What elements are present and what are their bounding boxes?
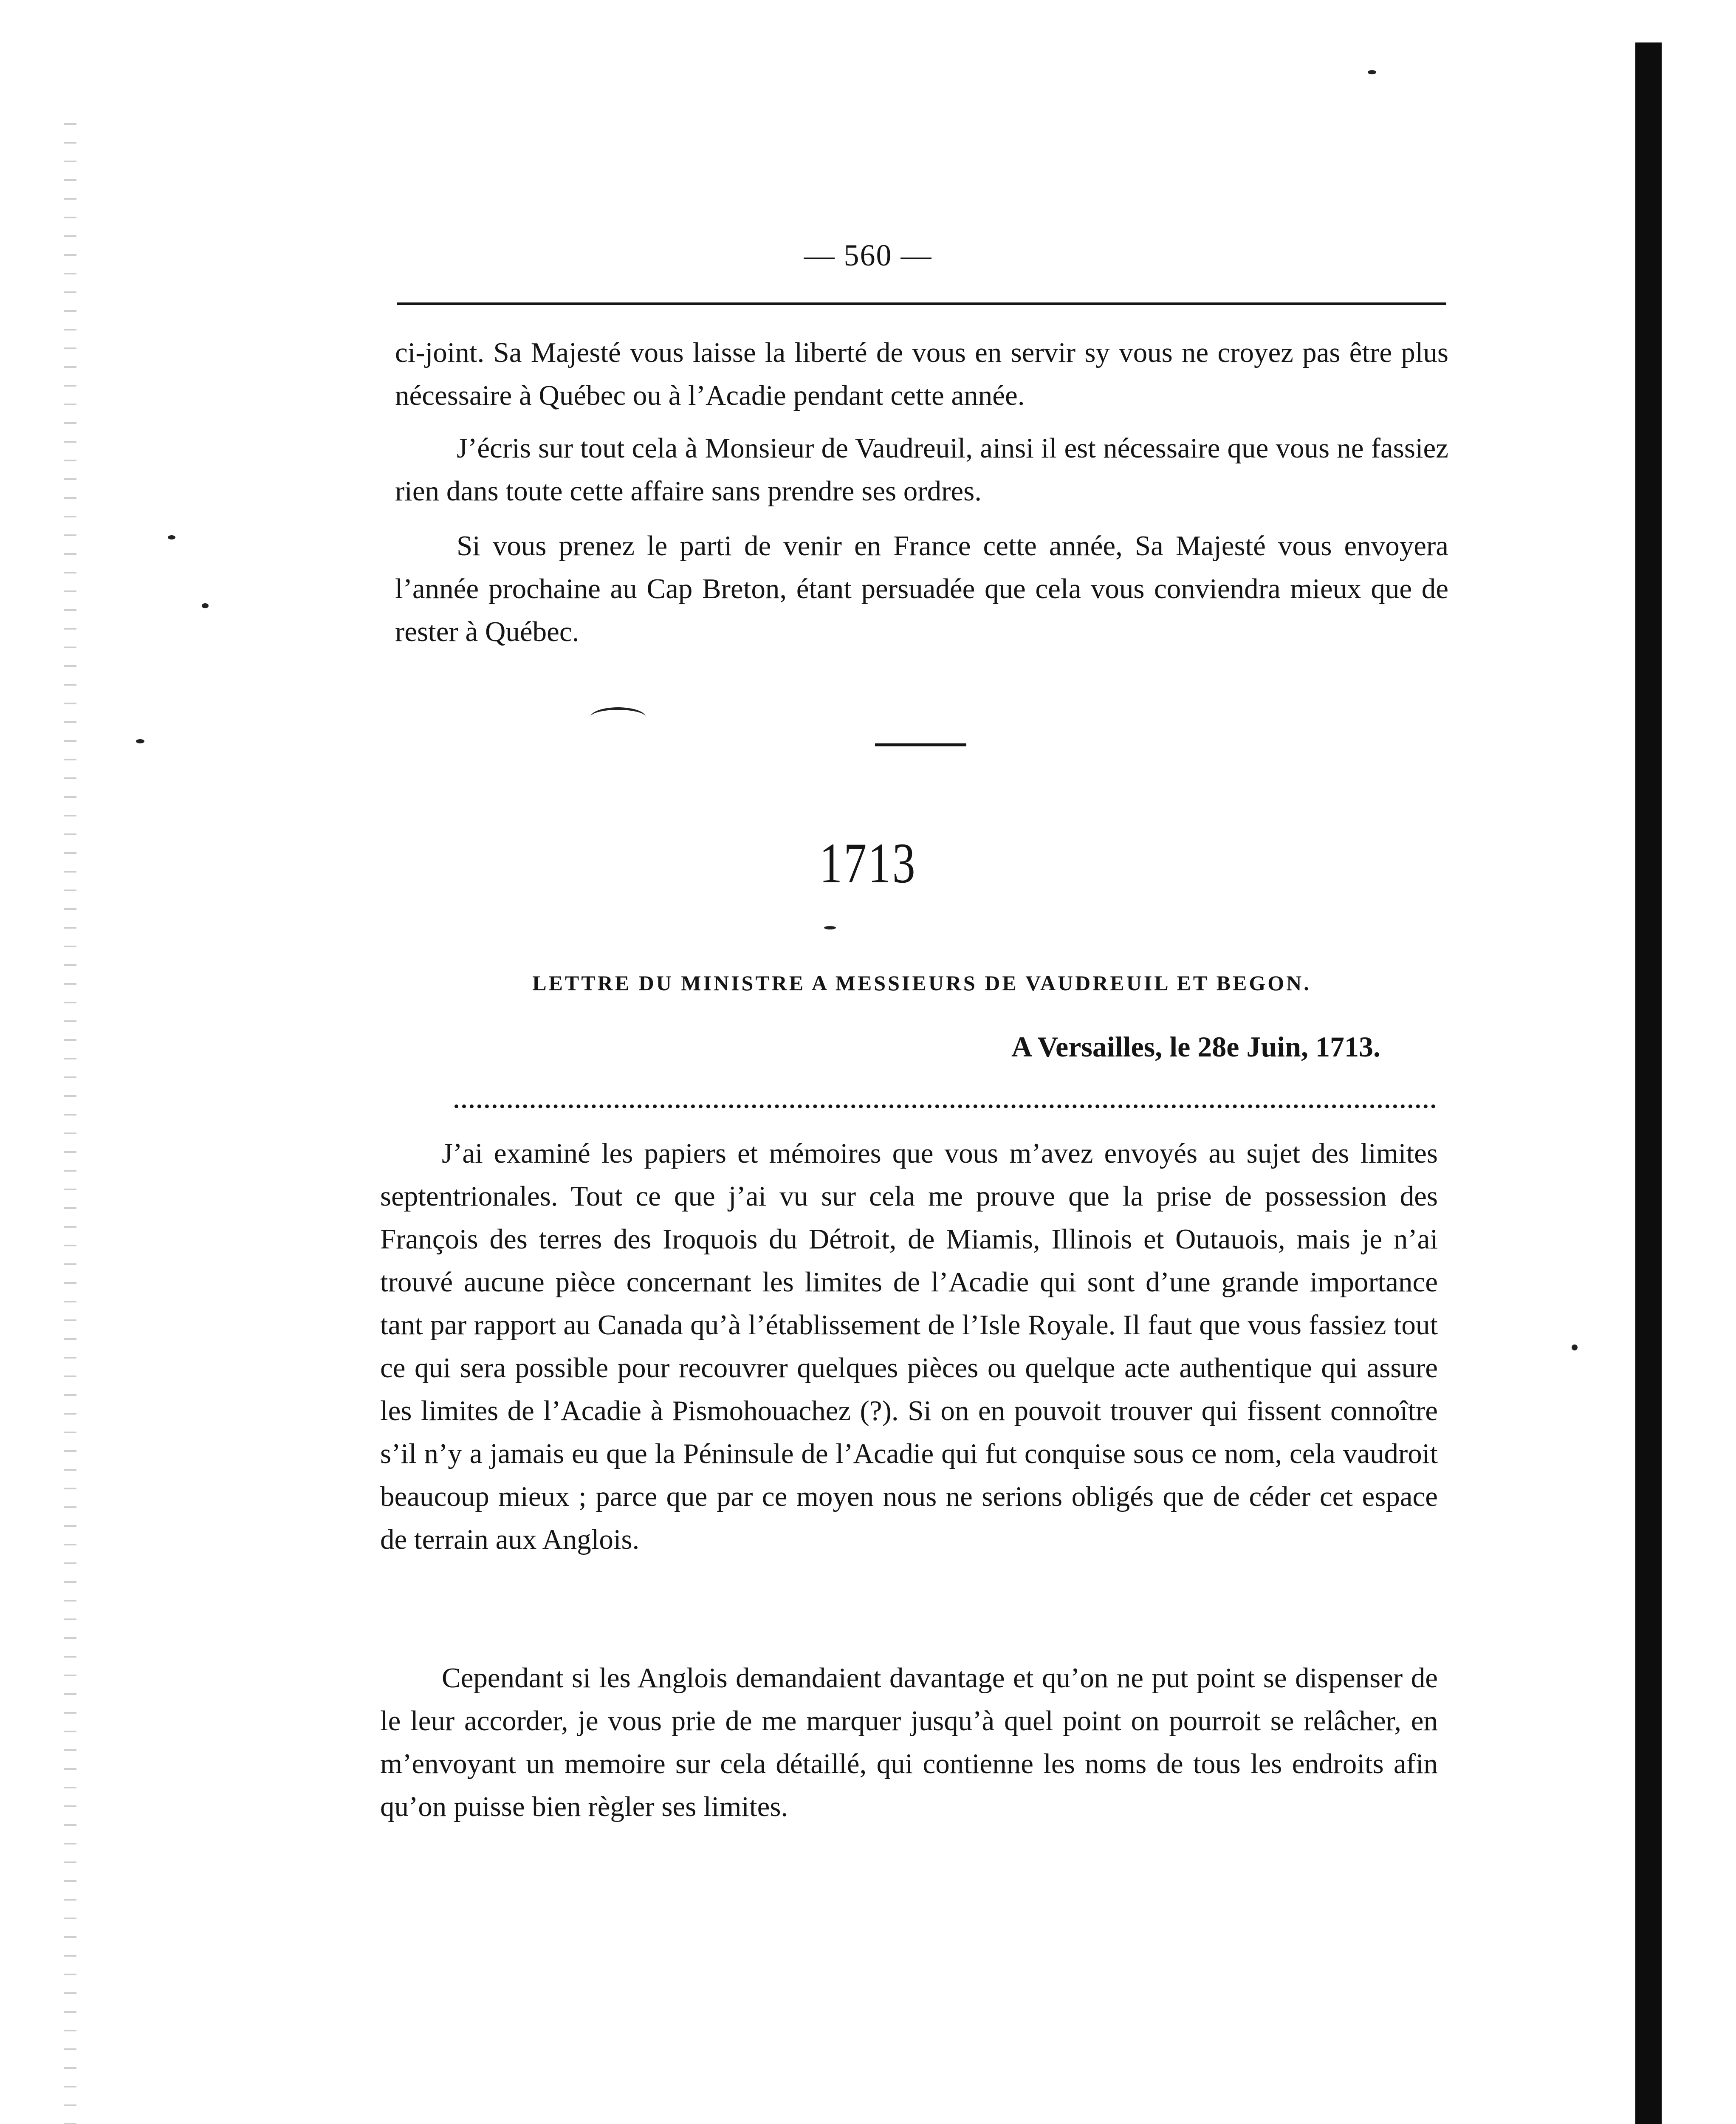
scan-speck bbox=[1368, 70, 1376, 74]
scan-speck bbox=[824, 926, 836, 929]
scan-speck bbox=[136, 739, 144, 743]
scan-margin-speckle bbox=[64, 106, 76, 2124]
scan-speck bbox=[202, 603, 209, 608]
paragraph-letter-body: J’ai examiné les papiers et mémoires que vous m’avez envoyés au sujet des limites septentrionales. Tout ce que j’ai vu sur cela me prouve que la prise de possession des François des terres des Iroquois du Détroit, de Miamis, Illinois et Outauois, mais je n’ai trouvé aucune pièce concernant les limites de l’Acadie qui sont d’une grande importance tant par rapport au Canada qu’à l’établissement de l’Isle Royale. Il faut que vous fassiez tout ce qui sera possible pour recouvrer quelques pièces ou quelque acte authentique qui assure les limites de l’Acadie à Pismohouachez (?). Si on en pouvoit trouver qui fissent connoître s’il n’y a jamais eu que la Péninsule de l’Acadie qui fut conquise sous ce nom, cela vaudroit beaucoup mieux ; parce que par ce moyen nous ne serions obligés que de céder cet espace de terrain aux Anglois. bbox=[380, 1138, 1438, 1555]
paragraph-continuation: ci-joint. Sa Majesté vous laisse la liberté de vous en servir sy vous ne croyez pas être plus nécessaire à Québec ou à l’Acadie pendant cette année. bbox=[395, 337, 1448, 411]
paragraph-letter-closing: Cependant si les Anglois demandaient davantage et qu’on ne put point se dispenser de le leur accorder, je vous prie de me marquer jusqu’à quel point on pourroit se relâcher, en m’envoyant un memoire sur cela détaillé, qui contienne les noms de tous les endroits afin qu’on puisse bien règler ses limites. bbox=[380, 1662, 1438, 1822]
section-year: 1713 bbox=[819, 832, 917, 895]
ellipsis-dotted-line bbox=[454, 1104, 1436, 1108]
letter-title: LETTRE DU MINISTRE A MESSIEURS DE VAUDREUIL ET BEGON. bbox=[532, 971, 1311, 995]
stray-ink-mark bbox=[590, 707, 646, 727]
header-rule bbox=[397, 302, 1446, 305]
page-number: — 560 — bbox=[804, 238, 932, 272]
scan-speck bbox=[1572, 1344, 1578, 1350]
letter-date: A Versailles, le 28e Juin, 1713. bbox=[1011, 1031, 1380, 1063]
paragraph-cap-breton: Si vous prenez le parti de venir en France cette année, Sa Majesté vous envoyera l’année prochaine au Cap Breton, étant persuadée que cela vous conviendra mieux que de rester à Québec. bbox=[395, 530, 1448, 647]
scan-speck bbox=[168, 535, 175, 539]
paragraph-vaudreuil: J’écris sur tout cela à Monsieur de Vaudreuil, ainsi il est nécessaire que vous ne fassiez rien dans toute cette affaire sans prendre ses ordres. bbox=[395, 432, 1448, 507]
scan-edge-bar bbox=[1635, 42, 1662, 2124]
section-divider bbox=[875, 743, 966, 746]
